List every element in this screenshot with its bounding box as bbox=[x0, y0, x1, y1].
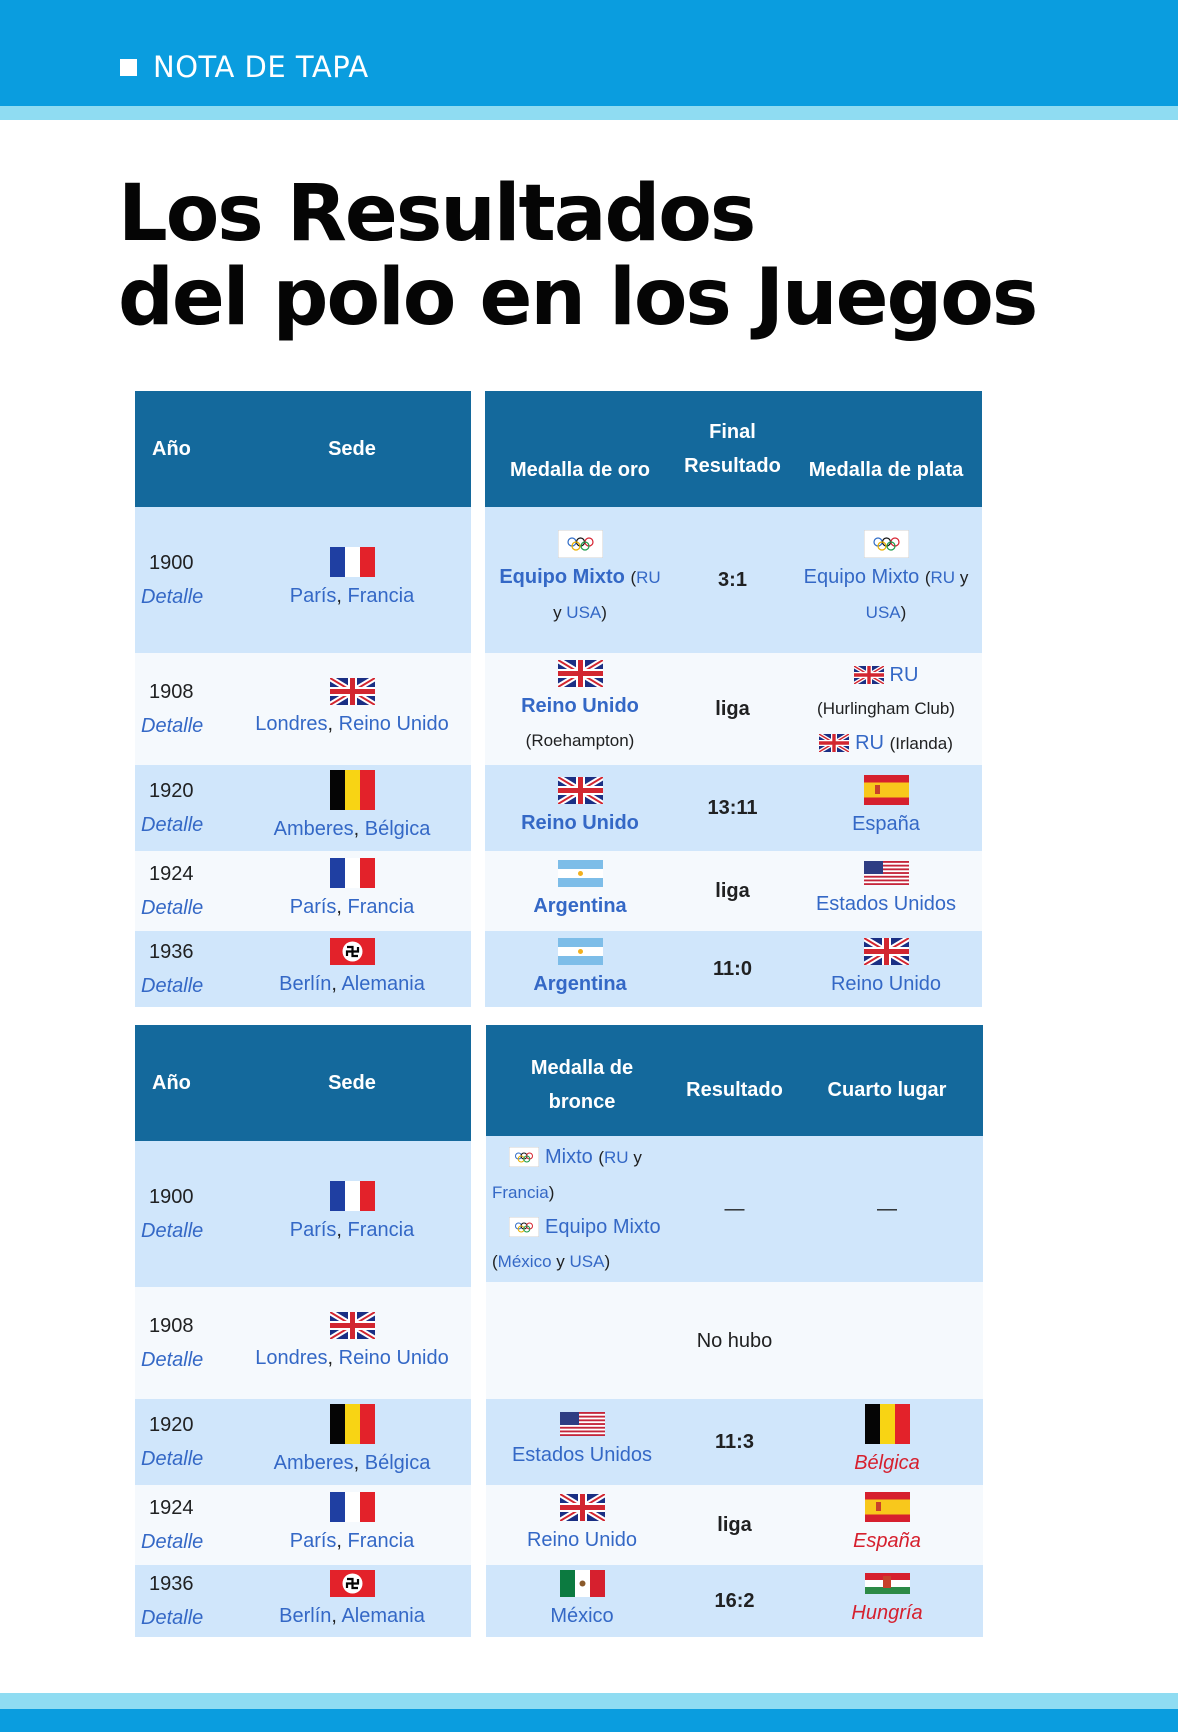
detail-link[interactable]: Detalle bbox=[141, 1220, 204, 1242]
results-table-1-medals bbox=[485, 391, 982, 1007]
table-row: 1936 Detalle Berlín, Alemania bbox=[135, 1565, 471, 1637]
argentina-flag-icon bbox=[558, 938, 603, 965]
header-venue: Sede bbox=[233, 1025, 471, 1141]
gold-team-note: (Roehampton) bbox=[525, 731, 635, 750]
gold-team-link[interactable]: Reino Unido bbox=[521, 695, 639, 717]
year-text: 1920 bbox=[149, 1414, 194, 1436]
ru-link[interactable]: RU bbox=[636, 568, 661, 587]
header-final: Final bbox=[709, 421, 756, 443]
silver-team-link[interactable]: Estados Unidos bbox=[815, 893, 957, 915]
table-row: 1924 Detalle París, Francia bbox=[135, 1485, 471, 1565]
usa-link[interactable]: USA bbox=[569, 1251, 605, 1271]
header-bronze-line-2: bronce bbox=[548, 1090, 616, 1113]
fourth-place-link[interactable]: España bbox=[853, 1530, 921, 1552]
paren: ) bbox=[900, 603, 907, 622]
header-bronze-line-1: Medalla de bbox=[530, 1056, 634, 1079]
result-score: liga bbox=[678, 1485, 791, 1565]
fourth-place-link[interactable]: Hungría bbox=[851, 1601, 923, 1624]
paren: ( bbox=[924, 568, 931, 587]
paren: ) bbox=[548, 1182, 555, 1202]
year-text: 1908 bbox=[149, 1315, 194, 1337]
city-link[interactable]: Londres bbox=[255, 712, 328, 735]
no-result-text: No hubo bbox=[486, 1282, 983, 1399]
conjunction: y bbox=[553, 603, 567, 622]
table-row: 1936 Detalle Berlín, Alemania bbox=[135, 931, 471, 1007]
argentina-flag-icon bbox=[558, 860, 603, 887]
table-row: 1920 Detalle Amberes, Bélgica bbox=[135, 1399, 471, 1485]
fourth-place-link[interactable]: Bélgica bbox=[854, 1452, 920, 1474]
result-score: 3:1 bbox=[675, 507, 790, 653]
conjunction: y bbox=[628, 1147, 642, 1167]
footer-strip bbox=[0, 1693, 1178, 1709]
olympic-flag-icon bbox=[558, 530, 603, 558]
bronze-team-link[interactable]: Estados Unidos bbox=[511, 1444, 653, 1466]
year-text: 1936 bbox=[149, 941, 194, 963]
table-header-row bbox=[135, 1025, 471, 1141]
year-text: 1900 bbox=[149, 552, 194, 574]
detail-link[interactable]: Detalle bbox=[141, 814, 204, 836]
result-score: 11:3 bbox=[678, 1399, 791, 1485]
footer-bar bbox=[0, 1709, 1178, 1732]
detail-link[interactable]: Detalle bbox=[141, 1349, 204, 1371]
uk-flag-icon bbox=[819, 734, 849, 752]
result-score: 13:11 bbox=[675, 765, 790, 851]
table-row: 1924 Detalle París, Francia bbox=[135, 851, 471, 931]
result-score: liga bbox=[675, 653, 790, 765]
header-gold: Medalla de oro bbox=[485, 391, 675, 507]
table-row bbox=[485, 653, 982, 765]
fourth-place: — bbox=[791, 1136, 983, 1282]
germany-1936-flag-icon bbox=[330, 1570, 375, 1597]
paren: ( bbox=[630, 568, 637, 587]
silver-team-link[interactable]: RU bbox=[889, 663, 919, 686]
city-link[interactable]: París bbox=[289, 1530, 337, 1552]
olympic-flag-icon bbox=[509, 1217, 539, 1237]
country-link[interactable]: Francia bbox=[347, 1530, 415, 1552]
paren: ) bbox=[604, 1251, 611, 1271]
table-header-row bbox=[485, 391, 982, 507]
spain-flag-icon bbox=[864, 775, 909, 805]
germany-1936-flag-icon bbox=[330, 938, 375, 965]
detail-link[interactable]: Detalle bbox=[141, 1607, 204, 1629]
city-link[interactable]: Amberes bbox=[273, 818, 354, 840]
country-link[interactable]: Bélgica bbox=[364, 818, 431, 840]
belgium-flag-icon bbox=[865, 1404, 910, 1444]
table-row bbox=[485, 507, 982, 653]
detail-link[interactable]: Detalle bbox=[141, 975, 204, 997]
france-flag-icon bbox=[330, 858, 375, 888]
country-link[interactable]: Francia bbox=[347, 1219, 415, 1241]
year-text: 1924 bbox=[149, 863, 194, 885]
table-row bbox=[485, 851, 982, 931]
page-title-line-1: Los Resultados bbox=[118, 169, 755, 259]
table-row bbox=[485, 765, 982, 851]
silver-team-note: (Irlanda) bbox=[889, 733, 953, 753]
country-link[interactable]: Francia bbox=[347, 585, 415, 607]
result-score: — bbox=[678, 1136, 791, 1282]
hungary-flag-icon bbox=[865, 1573, 910, 1594]
city-link[interactable]: Berlín bbox=[279, 972, 332, 995]
year-text: 1924 bbox=[149, 1497, 194, 1519]
header-year: Año bbox=[135, 1025, 233, 1141]
belgium-flag-icon bbox=[330, 770, 375, 810]
table-row: 1920 Detalle Amberes, Bélgica bbox=[135, 765, 471, 851]
silver-team-note: (Hurlingham Club) bbox=[817, 698, 955, 718]
city-link[interactable]: Berlín bbox=[279, 1604, 332, 1627]
uk-flag-icon bbox=[560, 1494, 605, 1521]
table-row: 1908 Detalle Londres, Reino Unido bbox=[135, 1287, 471, 1399]
year-text: 1900 bbox=[149, 1186, 194, 1208]
detail-link[interactable]: Detalle bbox=[141, 586, 204, 608]
detail-link[interactable]: Detalle bbox=[141, 1531, 204, 1553]
header-silver: Medalla de plata bbox=[790, 391, 982, 507]
france-flag-icon bbox=[330, 1181, 375, 1211]
paren: ( bbox=[492, 1251, 498, 1271]
uk-flag-icon bbox=[330, 1312, 375, 1339]
paren: ) bbox=[601, 603, 607, 622]
header-result: Resultado bbox=[684, 455, 781, 477]
header-strip bbox=[0, 106, 1178, 120]
result-score: 16:2 bbox=[678, 1565, 791, 1637]
header-venue: Sede bbox=[233, 391, 471, 507]
silver-team-link[interactable]: Equipo Mixto bbox=[803, 566, 920, 588]
uk-flag-icon bbox=[864, 938, 909, 965]
results-table-2-venue bbox=[135, 1025, 471, 1637]
conjunction: y bbox=[551, 1251, 570, 1271]
silver-team-link[interactable]: Reino Unido bbox=[830, 972, 942, 995]
conjunction: y bbox=[955, 568, 969, 587]
table-row: 1900 Detalle París, Francia bbox=[135, 507, 471, 653]
header-year: Año bbox=[135, 391, 233, 507]
france-link[interactable]: Francia bbox=[492, 1182, 549, 1202]
result-score: liga bbox=[675, 851, 790, 931]
table-row: 1900 Detalle París, Francia bbox=[135, 1141, 471, 1287]
section-label-text: NOTA DE TAPA bbox=[153, 50, 369, 84]
ru-link[interactable]: RU bbox=[604, 1147, 629, 1167]
uk-flag-icon bbox=[558, 660, 603, 687]
gold-team-link[interactable]: Argentina bbox=[533, 972, 627, 995]
table-row bbox=[486, 1399, 983, 1485]
detail-link[interactable]: Detalle bbox=[141, 1448, 204, 1470]
mexico-flag-icon bbox=[560, 1570, 605, 1597]
france-flag-icon bbox=[330, 1492, 375, 1522]
bronze-team-link[interactable]: Reino Unido bbox=[526, 1528, 638, 1551]
table-header-row bbox=[486, 1025, 983, 1136]
olympic-flag-icon bbox=[864, 530, 909, 558]
gold-team-link[interactable]: Reino Unido bbox=[521, 811, 639, 834]
bronze-team-link[interactable]: México bbox=[550, 1604, 614, 1627]
table-row bbox=[486, 1282, 983, 1399]
page-title bbox=[118, 169, 1037, 343]
usa-link[interactable]: USA bbox=[566, 603, 602, 622]
header-fourth: Cuarto lugar bbox=[791, 1025, 983, 1136]
uk-flag-icon bbox=[330, 678, 375, 705]
table-row bbox=[486, 1565, 983, 1637]
table-header-row bbox=[135, 391, 471, 507]
header-bronze bbox=[486, 1025, 678, 1136]
paren: ( bbox=[598, 1147, 605, 1167]
table-row bbox=[485, 931, 982, 1007]
gold-team-link[interactable]: Argentina bbox=[533, 894, 627, 917]
section-label bbox=[120, 50, 369, 84]
header-final-result bbox=[675, 391, 790, 507]
square-bullet-icon bbox=[120, 59, 137, 76]
country-link[interactable]: Alemania bbox=[341, 972, 425, 995]
results-table-1-venue bbox=[135, 391, 471, 1007]
belgium-flag-icon bbox=[330, 1404, 375, 1444]
table-row: 1908 Detalle Londres, Reino Unido bbox=[135, 653, 471, 765]
uk-flag-icon bbox=[854, 666, 884, 684]
year-text: 1908 bbox=[149, 681, 194, 703]
page-title-line-2: del polo en los Juegos bbox=[118, 253, 1037, 343]
uk-flag-icon bbox=[558, 777, 603, 804]
detail-link[interactable]: Detalle bbox=[141, 715, 204, 737]
bronze-team-link[interactable]: Equipo Mixto bbox=[545, 1215, 661, 1238]
country-link[interactable]: Reino Unido bbox=[338, 1346, 449, 1369]
country-link[interactable]: Alemania bbox=[341, 1604, 425, 1627]
city-link[interactable]: Londres bbox=[255, 1346, 328, 1369]
table-row bbox=[486, 1136, 983, 1282]
detail-link[interactable]: Detalle bbox=[141, 897, 204, 919]
city-link[interactable]: París bbox=[289, 585, 337, 607]
table-row bbox=[486, 1485, 983, 1565]
usa-flag-icon bbox=[864, 861, 909, 885]
france-flag-icon bbox=[330, 547, 375, 577]
ru-link[interactable]: RU bbox=[930, 568, 956, 587]
country-link[interactable]: Bélgica bbox=[364, 1452, 431, 1474]
olympic-flag-icon bbox=[509, 1147, 539, 1167]
year-text: 1936 bbox=[149, 1573, 194, 1595]
results-table-2-medals bbox=[486, 1025, 983, 1637]
year-text: 1920 bbox=[149, 780, 194, 802]
silver-team-link[interactable]: RU bbox=[855, 731, 884, 754]
country-link[interactable]: Reino Unido bbox=[338, 712, 449, 735]
city-link[interactable]: Amberes bbox=[273, 1452, 354, 1474]
silver-team-link[interactable]: España bbox=[852, 813, 920, 835]
gold-team-link[interactable]: Equipo Mixto bbox=[499, 566, 625, 588]
mexico-link[interactable]: México bbox=[497, 1251, 552, 1271]
spain-flag-icon bbox=[865, 1492, 910, 1522]
bronze-team-link[interactable]: Mixto bbox=[545, 1145, 593, 1168]
city-link[interactable]: París bbox=[289, 896, 337, 918]
usa-flag-icon bbox=[560, 1412, 605, 1436]
header-result: Resultado bbox=[678, 1025, 791, 1136]
country-link[interactable]: Francia bbox=[347, 896, 415, 918]
result-score: 11:0 bbox=[675, 931, 790, 1007]
city-link[interactable]: París bbox=[289, 1219, 337, 1241]
usa-link[interactable]: USA bbox=[865, 603, 901, 622]
